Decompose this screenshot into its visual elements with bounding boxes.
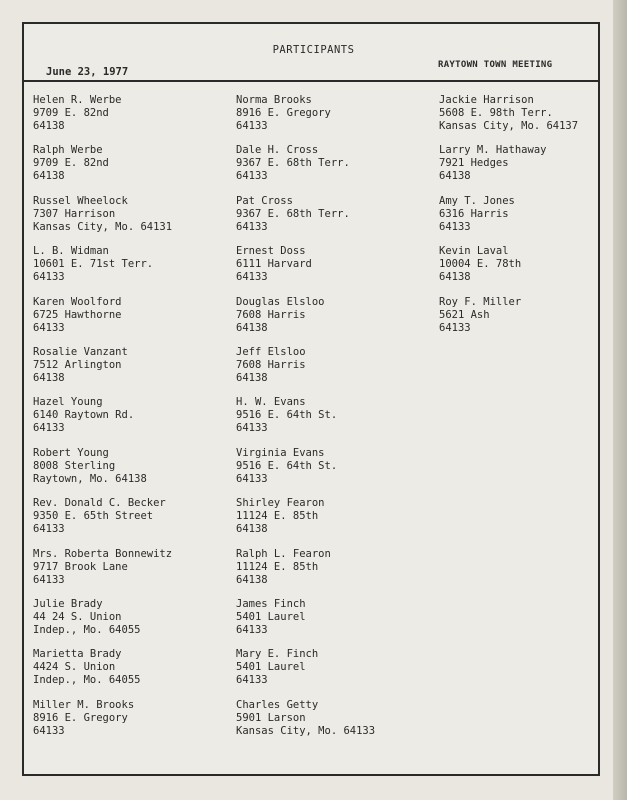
participant-street: 6316 Harris	[439, 207, 509, 220]
participant-street: 6725 Hawthorne	[33, 308, 122, 321]
participant-street: 4424 S. Union	[33, 661, 116, 674]
participant-entry	[439, 296, 578, 346]
meeting-date: June 23, 1977	[46, 66, 129, 78]
participant-entry	[236, 346, 375, 396]
participant-name: Kevin Laval	[439, 245, 509, 258]
participant-name: Douglas Elsloo	[236, 295, 325, 308]
participant-street: 10004 E. 78th	[439, 258, 522, 271]
participant-entry	[439, 245, 578, 295]
participant-name: Robert Young	[33, 446, 109, 459]
participant-name: Hazel Young	[33, 396, 103, 409]
participant-name: Russel Wheelock	[33, 194, 128, 207]
participant-entry	[236, 598, 375, 648]
participant-entry	[236, 447, 375, 497]
participant-street: 5621 Ash	[439, 308, 490, 321]
participant-name: Mary E. Finch	[236, 648, 319, 661]
participant-name: Rosalie Vanzant	[33, 345, 128, 358]
participant-name: Rev. Donald C. Becker	[33, 497, 166, 510]
participant-street: 6111 Harvard	[236, 258, 312, 271]
participant-street: 5901 Larson	[236, 711, 306, 724]
participant-entry	[236, 648, 375, 698]
document-title: PARTICIPANTS	[272, 44, 355, 56]
header-divider	[22, 80, 600, 82]
participant-entry	[236, 497, 375, 547]
participant-entry	[33, 245, 172, 295]
participant-street: 8916 E. Gregory	[236, 107, 331, 119]
participant-street: 9709 E. 82nd	[33, 157, 109, 170]
participant-city-zip: Raytown, Mo. 64138	[33, 472, 147, 485]
participant-name: L. B. Widman	[33, 245, 109, 258]
participant-city-zip: 64133	[236, 422, 268, 435]
participant-street: 9717 Brook Lane	[33, 560, 128, 573]
participant-entry	[33, 548, 172, 598]
participant-name: Ralph L. Fearon	[236, 547, 331, 560]
participant-entry	[439, 94, 578, 144]
participant-city-zip: 64138	[33, 371, 65, 384]
participant-street: 9350 E. 65th Street	[33, 510, 154, 523]
participants-column-3	[439, 94, 578, 346]
participant-street: 5608 E. 98th Terr.	[439, 107, 553, 119]
participant-city-zip: 64133	[33, 271, 65, 284]
participant-street: 7608 Harris	[236, 358, 306, 371]
participant-name: Virginia Evans	[236, 446, 325, 459]
participants-column-1	[33, 94, 172, 749]
participant-city-zip: 64138	[33, 120, 65, 132]
participant-city-zip: 64138	[439, 271, 471, 284]
participant-name: Marietta Brady	[33, 648, 122, 661]
participant-street: 5401 Laurel	[236, 661, 306, 674]
participant-city-zip: 64133	[33, 321, 65, 334]
participant-street: 7512 Arlington	[33, 358, 122, 371]
participant-city-zip: 64133	[439, 220, 471, 233]
participant-street: 7608 Harris	[236, 308, 306, 321]
participant-city-zip: 64133	[33, 422, 65, 435]
participant-street: 7921 Hedges	[439, 157, 509, 170]
participant-city-zip: Indep., Mo. 64055	[33, 674, 141, 687]
participant-street: 5401 Laurel	[236, 610, 306, 623]
participant-street: 9367 E. 68th Terr.	[236, 157, 350, 170]
participant-city-zip: 64133	[33, 573, 65, 586]
participant-name: Amy T. Jones	[439, 194, 515, 207]
participant-city-zip: 64133	[236, 220, 268, 233]
participant-entry	[236, 548, 375, 598]
participant-entry	[236, 195, 375, 245]
participant-name: Shirley Fearon	[236, 497, 325, 510]
participant-entry	[33, 144, 172, 194]
participant-entry	[236, 396, 375, 446]
participant-name: Ernest Doss	[236, 245, 306, 258]
participant-name: Jackie Harrison	[439, 94, 534, 106]
participant-name: Pat Cross	[236, 194, 293, 207]
participant-city-zip: 64133	[236, 674, 268, 687]
participant-street: 6140 Raytown Rd.	[33, 409, 135, 422]
participant-street: 9367 E. 68th Terr.	[236, 207, 350, 220]
participant-entry	[439, 195, 578, 245]
participant-city-zip: 64138	[236, 321, 268, 334]
participant-city-zip: 64133	[439, 321, 471, 334]
participant-street: 10601 E. 71st Terr.	[33, 258, 154, 271]
participant-entry	[236, 296, 375, 346]
participant-city-zip: 64133	[33, 523, 65, 536]
participant-entry	[33, 396, 172, 446]
participants-column-2	[236, 94, 375, 749]
participant-entry	[236, 245, 375, 295]
participant-name: H. W. Evans	[236, 396, 306, 409]
participant-name: Julie Brady	[33, 597, 103, 610]
participant-name: Miller M. Brooks	[33, 698, 135, 711]
participant-entry	[33, 94, 172, 144]
meeting-name: RAYTOWN TOWN MEETING	[438, 60, 553, 70]
participant-entry	[236, 94, 375, 144]
participant-city-zip: 64133	[236, 271, 268, 284]
participant-name: Ralph Werbe	[33, 144, 103, 157]
participant-city-zip: Kansas City, Mo. 64137	[439, 120, 579, 132]
participant-city-zip: 64138	[236, 371, 268, 384]
participant-entry	[33, 346, 172, 396]
participant-entry	[33, 699, 172, 749]
participant-city-zip: 64138	[236, 573, 268, 586]
participant-city-zip: 64138	[33, 170, 65, 183]
participant-entry	[33, 648, 172, 698]
participant-city-zip: 64133	[236, 120, 268, 132]
participant-city-zip: 64133	[33, 724, 65, 737]
participant-name: Dale H. Cross	[236, 144, 319, 157]
participant-street: 44 24 S. Union	[33, 610, 122, 623]
participant-name: Mrs. Roberta Bonnewitz	[33, 547, 173, 560]
participant-street: 9709 E. 82nd	[33, 107, 109, 119]
participant-entry	[33, 296, 172, 346]
participant-city-zip: 64138	[439, 170, 471, 183]
participant-name: Norma Brooks	[236, 94, 312, 106]
participant-city-zip: Indep., Mo. 64055	[33, 623, 141, 636]
participant-entry	[33, 195, 172, 245]
participant-name: Jeff Elsloo	[236, 345, 306, 358]
participant-street: 8008 Sterling	[33, 459, 116, 472]
participant-name: James Finch	[236, 597, 306, 610]
participant-city-zip: 64138	[236, 523, 268, 536]
participant-street: 11124 E. 85th	[236, 510, 319, 523]
participant-entry	[236, 144, 375, 194]
participant-entry	[439, 144, 578, 194]
participant-city-zip: Kansas City, Mo. 64133	[236, 724, 376, 737]
participant-city-zip: 64133	[236, 472, 268, 485]
participant-entry	[33, 497, 172, 547]
participant-street: 11124 E. 85th	[236, 560, 319, 573]
participant-street: 9516 E. 64th St.	[236, 409, 338, 422]
participant-name: Roy F. Miller	[439, 295, 522, 308]
participant-entry	[33, 447, 172, 497]
scan-edge	[613, 0, 627, 800]
participant-name: Karen Woolford	[33, 295, 122, 308]
participant-city-zip: Kansas City, Mo. 64131	[33, 220, 173, 233]
participant-street: 8916 E. Gregory	[33, 711, 128, 724]
participant-entry	[33, 598, 172, 648]
participant-city-zip: 64133	[236, 623, 268, 636]
participant-entry	[236, 699, 375, 749]
participant-street: 9516 E. 64th St.	[236, 459, 338, 472]
participant-name: Helen R. Werbe	[33, 94, 122, 106]
participant-street: 7307 Harrison	[33, 207, 116, 220]
participant-name: Larry M. Hathaway	[439, 144, 547, 157]
participant-city-zip: 64133	[236, 170, 268, 183]
participant-name: Charles Getty	[236, 698, 319, 711]
